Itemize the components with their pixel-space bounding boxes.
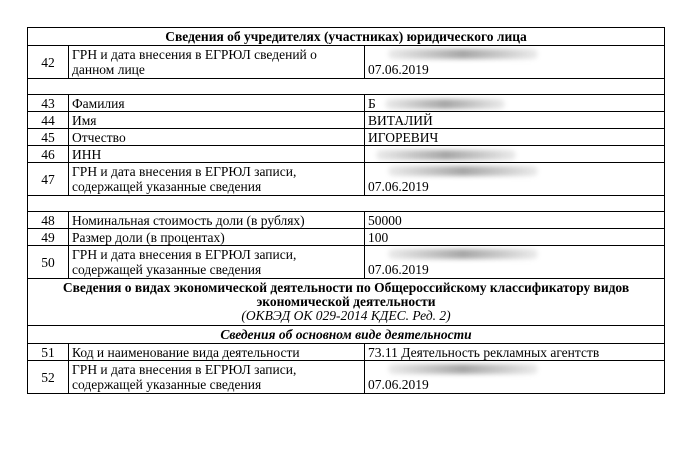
- row-number: 43: [28, 95, 69, 112]
- row-number: 44: [28, 112, 69, 129]
- row-value: 07.06.2019: [368, 377, 429, 392]
- row-value-cell: [365, 95, 665, 112]
- row-label: Номинальная стоимость доли (в рублях): [69, 212, 365, 229]
- table-row-47: [28, 163, 665, 196]
- row-label: ГРН и дата внесения в ЕГРЮЛ записи, содержащей указанные сведения: [69, 361, 365, 394]
- okved-section-title: Сведения о видах экономической деятельности по Общероссийскому классификатору видов экономической деятельности: [62, 280, 630, 309]
- spacer-row: [28, 196, 665, 212]
- egrul-extract-page: [27, 27, 664, 394]
- okved-section-header: [28, 279, 665, 326]
- row-number: 48: [28, 212, 69, 229]
- row-label: Код и наименование вида деятельности: [69, 344, 365, 361]
- main-activity-header: [28, 326, 665, 344]
- redacted-grn: [388, 49, 538, 59]
- egrul-table: [27, 27, 665, 394]
- row-label: ГРН и дата внесения в ЕГРЮЛ сведений о данном лице: [69, 46, 365, 79]
- row-label: Имя: [69, 112, 365, 129]
- row-value-cell: [365, 246, 665, 279]
- redacted-grn: [388, 166, 538, 176]
- spacer-cell: [28, 79, 665, 95]
- row-value: ИГОРЕВИЧ: [365, 129, 665, 146]
- row-number: 47: [28, 163, 69, 196]
- table-row-48: [28, 212, 665, 229]
- row-value: 100: [365, 229, 665, 246]
- row-value-cell: [365, 46, 665, 79]
- row-value: 73.11 Деятельность рекламных агентств: [365, 344, 665, 361]
- row-value: 50000: [365, 212, 665, 229]
- redacted-surname: [385, 99, 505, 109]
- row-label: ИНН: [69, 146, 365, 163]
- table-row-44: [28, 112, 665, 129]
- table-row-42: [28, 46, 665, 79]
- row-number: 52: [28, 361, 69, 394]
- redacted-grn: [388, 249, 538, 259]
- row-label: ГРН и дата внесения в ЕГРЮЛ записи, содержащей указанные сведения: [69, 246, 365, 279]
- row-label: ГРН и дата внесения в ЕГРЮЛ записи, содержащей указанные сведения: [69, 163, 365, 196]
- row-number: 51: [28, 344, 69, 361]
- table-row-43: [28, 95, 665, 112]
- row-number: 46: [28, 146, 69, 163]
- row-value-cell: [365, 146, 665, 163]
- row-label: Размер доли (в процентах): [69, 229, 365, 246]
- row-value: 07.06.2019: [368, 262, 429, 277]
- founders-section-title: Сведения об учредителях (участниках) юридического лица: [28, 28, 665, 46]
- row-value: 07.06.2019: [368, 62, 429, 77]
- row-value-cell: [365, 163, 665, 196]
- row-value-cell: [365, 361, 665, 394]
- row-number: 49: [28, 229, 69, 246]
- okved-section-cell: [28, 279, 665, 326]
- row-label: Фамилия: [69, 95, 365, 112]
- table-row-52: [28, 361, 665, 394]
- row-number: 42: [28, 46, 69, 79]
- table-row-50: [28, 246, 665, 279]
- spacer-row: [28, 79, 665, 95]
- row-value: Б: [368, 95, 376, 111]
- table-row-49: [28, 229, 665, 246]
- row-number: 50: [28, 246, 69, 279]
- table-row-46: [28, 146, 665, 163]
- redacted-grn: [388, 364, 538, 374]
- main-activity-title: Сведения об основном виде деятельности: [28, 326, 665, 344]
- spacer-cell: [28, 196, 665, 212]
- founders-section-header: [28, 28, 665, 46]
- row-number: 45: [28, 129, 69, 146]
- redacted-inn: [376, 150, 516, 160]
- row-value: 07.06.2019: [368, 179, 429, 194]
- table-row-51: [28, 344, 665, 361]
- row-label: Отчество: [69, 129, 365, 146]
- row-value: ВИТАЛИЙ: [365, 112, 665, 129]
- okved-section-subtitle: (ОКВЭД ОК 029-2014 КДЕС. Ред. 2): [241, 308, 451, 323]
- table-row-45: [28, 129, 665, 146]
